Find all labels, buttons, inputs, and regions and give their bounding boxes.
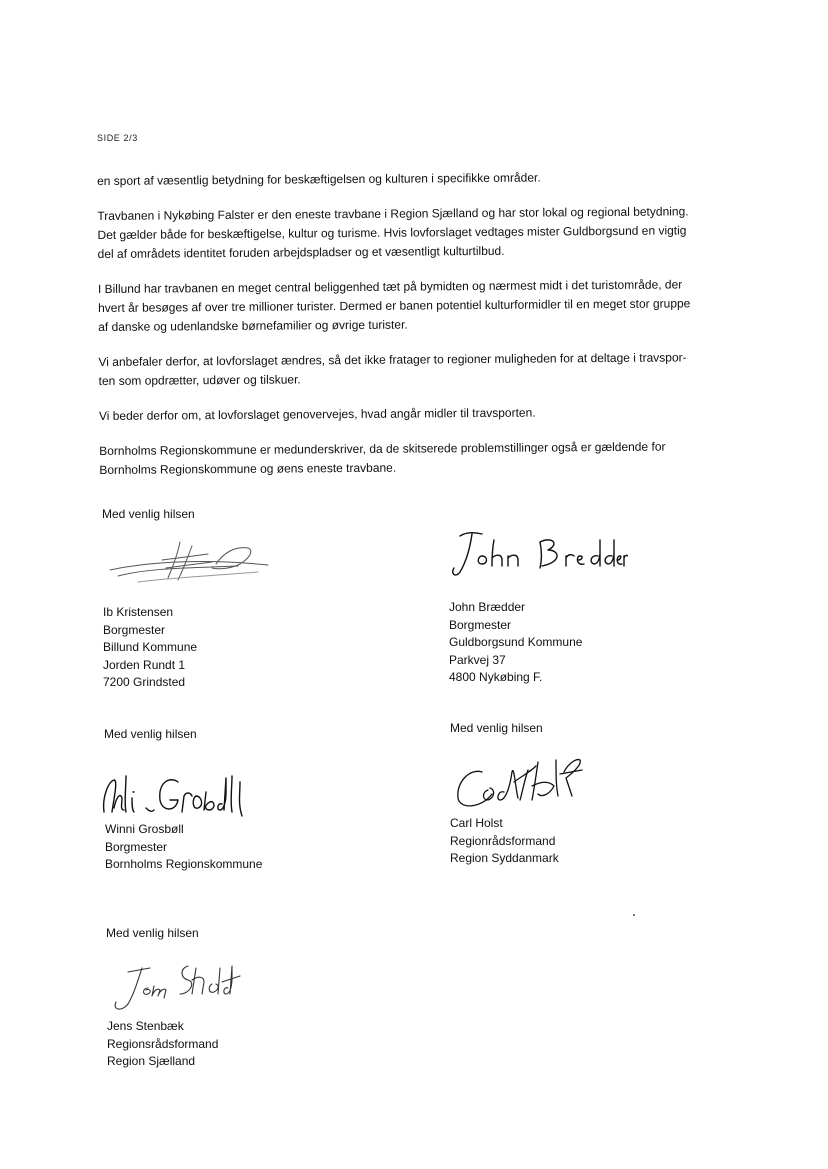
signatory-title: Borgmester: [449, 617, 512, 632]
closing-text: Med venlig hilsen: [104, 727, 197, 741]
signatory-organization: Billund Kommune: [103, 640, 198, 654]
address-stenbaek: [107, 1018, 218, 1071]
signatory-name: Ib Kristensen: [103, 605, 174, 619]
signatory-title: Borgmester: [103, 622, 166, 637]
signature-holst: [452, 752, 587, 812]
signatory-title: Regionrådsformand: [450, 833, 556, 848]
signatory-name: Carl Holst: [450, 816, 503, 830]
paragraph: Bornholms Regionskommune er medunderskriver, da de skitserede problemstillinger også er gældende for Bornholms Regionskommune og øens eneste travbane.: [99, 439, 666, 477]
address-holst: [450, 815, 559, 868]
paragraph: Vi beder derfor om, at lovforslaget genovervejes, hvad angår midler til travsporten.: [98, 405, 536, 423]
closing-kristensen: [102, 506, 195, 524]
signatory-organization: Region Syddanmark: [450, 851, 559, 865]
signature-stenbaek: [108, 960, 248, 1016]
closing-stenbaek: [106, 925, 199, 943]
closing-text: Med venlig hilsen: [106, 926, 199, 940]
closing-text: Med venlig hilsen: [102, 507, 195, 521]
address-grosboell: [105, 821, 262, 874]
stray-mark: [633, 914, 635, 916]
closing-holst: [450, 720, 543, 738]
signatory-title: Borgmester: [105, 839, 168, 854]
closing-grosboell: [104, 726, 197, 744]
signature-grosboell: [100, 768, 250, 822]
signatory-street: Jorden Rundt 1: [103, 657, 186, 672]
signature-braedder: [448, 526, 628, 582]
letter-body: [97, 167, 700, 496]
address-kristensen: [103, 604, 197, 692]
signatory-city: 7200 Grindsted: [103, 675, 186, 689]
signatory-name: John Brædder: [449, 600, 526, 614]
signatory-city: 4800 Nykøbing F.: [449, 670, 543, 684]
signatory-name: Jens Stenbæk: [107, 1019, 184, 1033]
closing-text: Med venlig hilsen: [450, 721, 543, 735]
signatory-title: Regionsrådsformand: [107, 1036, 219, 1051]
signatory-organization: Guldborgsund Kommune: [449, 635, 583, 649]
signatory-street: Parkvej 37: [449, 652, 506, 667]
paragraph: I Billund har travbanen en meget central beliggenhed tæt på bymidten og nærmest midt i det turistområde, der hvert år besøges af over tre millioner turister. Dermed er banen potentiel kulturformidler til en meget stor gruppe af danske og udenlandske børnefamilier og øvrige turister.: [97, 277, 691, 334]
signatory-name: Winni Grosbøll: [105, 822, 184, 836]
address-braedder: [449, 599, 582, 687]
paragraph: Vi anbefaler derfor, at lovforslaget ændres, så det ikke fratager to regioner muligheden for at deltage i travspor- ten som opdrætter, udøver og tilskuer.: [98, 350, 687, 388]
signatory-organization: Bornholms Regionskommune: [105, 857, 263, 871]
paragraph: en sport af væsentlig betydning for beskæftigelsen og kulturen i specifikke områder.: [97, 170, 541, 188]
signature-kristensen: [108, 538, 278, 586]
signatory-organization: Region Sjælland: [107, 1054, 196, 1068]
paragraph: Travbanen i Nykøbing Falster er den eneste travbane i Region Sjælland og har stor lokal og regional betydning. Det gælder både for beskæftigelse, kultur og turisme. Hvis lovforslaget vedtages mister Guldborgsund en vigtig del af områdets identitet foruden arbejdspladser og et væsentligt kulturtilbud.: [97, 204, 689, 261]
page-number: SIDE 2/3: [97, 133, 138, 143]
